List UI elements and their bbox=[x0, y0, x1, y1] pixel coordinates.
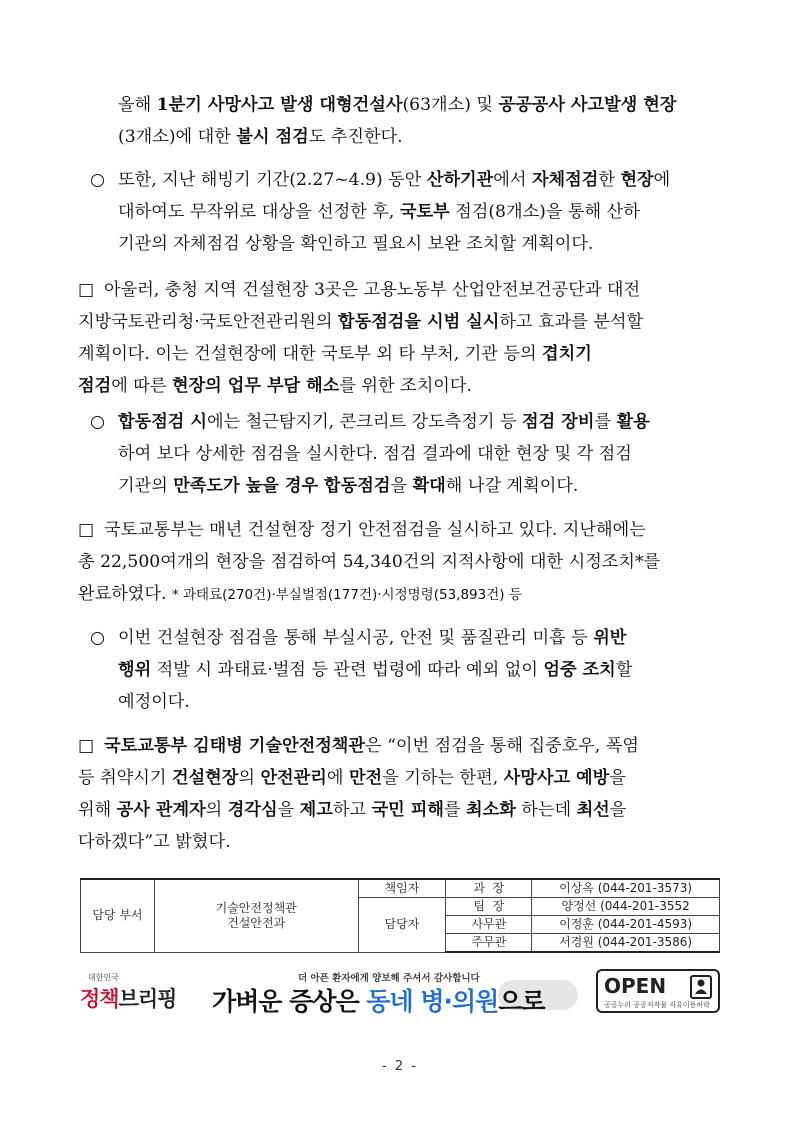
text-bold: 현장의 업무 부담 해소 bbox=[171, 376, 340, 396]
text: 하고 bbox=[332, 800, 372, 820]
person-icon bbox=[690, 975, 712, 999]
text-bold: 국토교통부 김태병 기술안전정책관 bbox=[104, 736, 366, 756]
text-bold: 건설현장 bbox=[171, 768, 239, 788]
text-bold: 만족도가 높을 경우 합동점검 bbox=[173, 476, 391, 496]
dept-name-line: 건설안전과 bbox=[227, 915, 286, 930]
person-icon-svg bbox=[692, 977, 710, 997]
footnote: * 과태료(270건)·부실벌점(177건)·시정명령(53,893건) 등 bbox=[171, 587, 522, 603]
text: 을 bbox=[609, 768, 626, 788]
text: 을 기하는 한편, bbox=[382, 768, 504, 788]
text: 완료하였다. bbox=[78, 584, 172, 604]
text: 은 “이번 점검을 통해 집중호우, 폭염 bbox=[365, 736, 640, 756]
dept-name bbox=[154, 879, 358, 952]
square-bullet: □ bbox=[78, 520, 95, 540]
dept-name-line: 기술안전정책관 bbox=[215, 900, 297, 915]
contact-title: 주무관 bbox=[446, 934, 532, 953]
text: 적발 시 과태료·벌점 등 관련 법령에 따라 예외 없이 bbox=[151, 660, 544, 680]
text: 기관의 자체점검 상황을 확인하고 필요시 보완 조치할 계획이다. bbox=[118, 234, 594, 254]
paragraph-2 bbox=[90, 164, 670, 260]
banner-headline bbox=[212, 982, 545, 1018]
circle-bullet: ○ bbox=[90, 412, 105, 432]
paragraph-7 bbox=[78, 730, 639, 858]
text-bold: 국토부 bbox=[399, 202, 450, 222]
text: 올해 bbox=[118, 95, 157, 115]
banner-text-highlight: 동네 병·의원 bbox=[366, 987, 499, 1016]
text: 위해 bbox=[78, 800, 117, 820]
text-bold: 국민 피해 bbox=[371, 800, 444, 820]
open-license-badge[interactable] bbox=[596, 969, 720, 1013]
text-bold: 행위 bbox=[118, 660, 152, 680]
paragraph-6 bbox=[90, 622, 632, 718]
text: 또한, 지난 해빙기 기간(2.27~4.9) 동안 bbox=[118, 170, 427, 190]
text: 예정이다. bbox=[118, 692, 190, 712]
text-bold: 현장 bbox=[620, 170, 654, 190]
text: 에는 철근탐지기, 콘크리트 강도측정기 등 bbox=[207, 412, 523, 432]
text: 에 bbox=[653, 170, 671, 190]
text: 하여 보다 상세한 점검을 실시한다. 점검 결과에 대한 현장 및 각 점검 bbox=[118, 444, 632, 464]
text-bold: 합동점검을 시범 실시 bbox=[337, 312, 500, 332]
text: 도 추진한다. bbox=[308, 127, 403, 147]
text: 를 bbox=[594, 412, 617, 432]
contact-info: 이상옥 (044-201-3573) bbox=[532, 879, 720, 898]
text: 를 위한 조치이다. bbox=[339, 376, 472, 396]
text-bold: 사망사고 예방 bbox=[503, 768, 610, 788]
text-bold: 겹치기 bbox=[542, 344, 592, 364]
contact-info: 양정선 (044-201-3552 bbox=[532, 898, 720, 916]
banner-subtitle: 더 아픈 환자에게 양보해 주셔서 감사합니다 bbox=[298, 973, 480, 984]
page-number: - 2 - bbox=[382, 1059, 418, 1074]
text-bold: 안전관리 bbox=[260, 768, 327, 788]
text: 해 나갈 계획이다. bbox=[445, 476, 579, 496]
dept-label: 담당 부서 bbox=[81, 879, 155, 952]
logo-wordmark bbox=[80, 983, 176, 1013]
banner-text: 가벼운 증상은 bbox=[212, 987, 367, 1016]
text-bold: 산하기관 bbox=[426, 170, 494, 190]
text-bold: 점검 bbox=[78, 376, 112, 396]
text: 에 따른 bbox=[111, 376, 172, 396]
text-bold: 공사 관계자 bbox=[116, 800, 206, 820]
text: 의 bbox=[205, 800, 228, 820]
circle-bullet: ○ bbox=[90, 628, 105, 648]
text: 점검(8개소)을 통해 산하 bbox=[449, 202, 640, 222]
text-bold: 제고 bbox=[299, 800, 333, 820]
text: 을 bbox=[390, 476, 413, 496]
paragraph-5 bbox=[78, 514, 660, 611]
paragraph-3 bbox=[78, 274, 643, 402]
text: 하고 효과를 분석할 bbox=[499, 312, 644, 332]
text-bold: 점검 장비 bbox=[522, 412, 595, 432]
text-bold: 경각심 bbox=[227, 800, 278, 820]
banner-text: 으로 bbox=[498, 987, 545, 1016]
square-bullet: □ bbox=[78, 280, 95, 300]
text: 기관의 bbox=[118, 476, 174, 496]
contact-info: 이정훈 (044-201-4593) bbox=[532, 916, 720, 934]
paragraph-4 bbox=[90, 406, 650, 502]
contact-info: 서경원 (044-201-3586) bbox=[532, 934, 720, 953]
text: 에서 bbox=[493, 170, 532, 190]
text-bold: 불시 점검 bbox=[236, 127, 309, 147]
campaign-banner[interactable] bbox=[212, 966, 572, 1016]
text: 을 bbox=[609, 800, 627, 820]
contact-title: 사무관 bbox=[446, 916, 532, 934]
text: 할 bbox=[615, 660, 633, 680]
text: 지방국토관리청·국토안전관리원의 bbox=[78, 312, 338, 332]
contact-title: 팀 장 bbox=[446, 898, 532, 916]
square-bullet: □ bbox=[78, 736, 95, 756]
text-bold: 합동점검 시 bbox=[118, 412, 207, 432]
text-bold: 위반 bbox=[593, 628, 627, 648]
text-bold: 공공공사 사고발생 현장 bbox=[498, 95, 677, 115]
text-bold: 최선 bbox=[576, 800, 610, 820]
text-bold: 확대 bbox=[412, 476, 446, 496]
text: 하는데 bbox=[515, 800, 577, 820]
text: 다하겠다”고 밝혔다. bbox=[78, 832, 231, 852]
open-license-text: OPEN bbox=[604, 974, 667, 998]
text: 총 22,500여개의 현장을 점검하여 54,340건의 지적사항에 대한 시정조치*를 bbox=[78, 552, 661, 572]
text: 등 취약시기 bbox=[78, 768, 172, 788]
policy-briefing-logo[interactable] bbox=[80, 972, 180, 1014]
logo-caption: 대한민국 bbox=[88, 973, 119, 982]
contact-title: 과 장 bbox=[446, 879, 532, 898]
text: (63개소) 및 bbox=[402, 95, 499, 115]
text: 를 bbox=[443, 800, 467, 820]
text-bold: 엄중 조치 bbox=[543, 660, 616, 680]
text: 이번 건설현장 점검을 통해 부실시공, 안전 및 품질관리 미흡 등 bbox=[118, 628, 594, 648]
open-license-caption: 공공누리 공공저작물 자유이용허락 bbox=[604, 1001, 710, 1009]
logo-red-text: 정책 bbox=[80, 987, 119, 1011]
text: 의 bbox=[238, 768, 261, 788]
text: 을 bbox=[277, 800, 300, 820]
text-bold: 활용 bbox=[616, 412, 650, 432]
footer-banner bbox=[80, 966, 720, 1016]
text: 계획이다. 이는 건설현장에 대한 국토부 외 타 부처, 기관 등의 bbox=[78, 344, 543, 364]
text: 아울러, 충청 지역 건설현장 3곳은 고용노동부 산업안전보건공단과 대전 bbox=[104, 280, 641, 300]
text: 에 bbox=[326, 768, 349, 788]
contact-table bbox=[80, 878, 720, 953]
table-row bbox=[81, 879, 720, 898]
responsible-label: 책임자 bbox=[358, 879, 446, 898]
text-bold: 1분기 사망사고 발생 대형건설사 bbox=[156, 95, 403, 115]
logo-dark-text: 브리핑 bbox=[118, 987, 177, 1011]
text: 한 bbox=[598, 170, 621, 190]
text-bold: 자체점검 bbox=[531, 170, 599, 190]
text: 국토교통부는 매년 건설현장 정기 안전점검을 실시하고 있다. 지난해에는 bbox=[104, 520, 646, 540]
paragraph-1 bbox=[118, 89, 676, 153]
circle-bullet: ○ bbox=[90, 170, 105, 190]
staff-label: 담당자 bbox=[358, 898, 446, 953]
text: 대하여도 무작위로 대상을 선정한 후, bbox=[118, 202, 400, 222]
text-bold: 최소화 bbox=[466, 800, 516, 820]
text-bold: 만전 bbox=[348, 768, 383, 788]
text: (3개소)에 대한 bbox=[118, 127, 237, 147]
